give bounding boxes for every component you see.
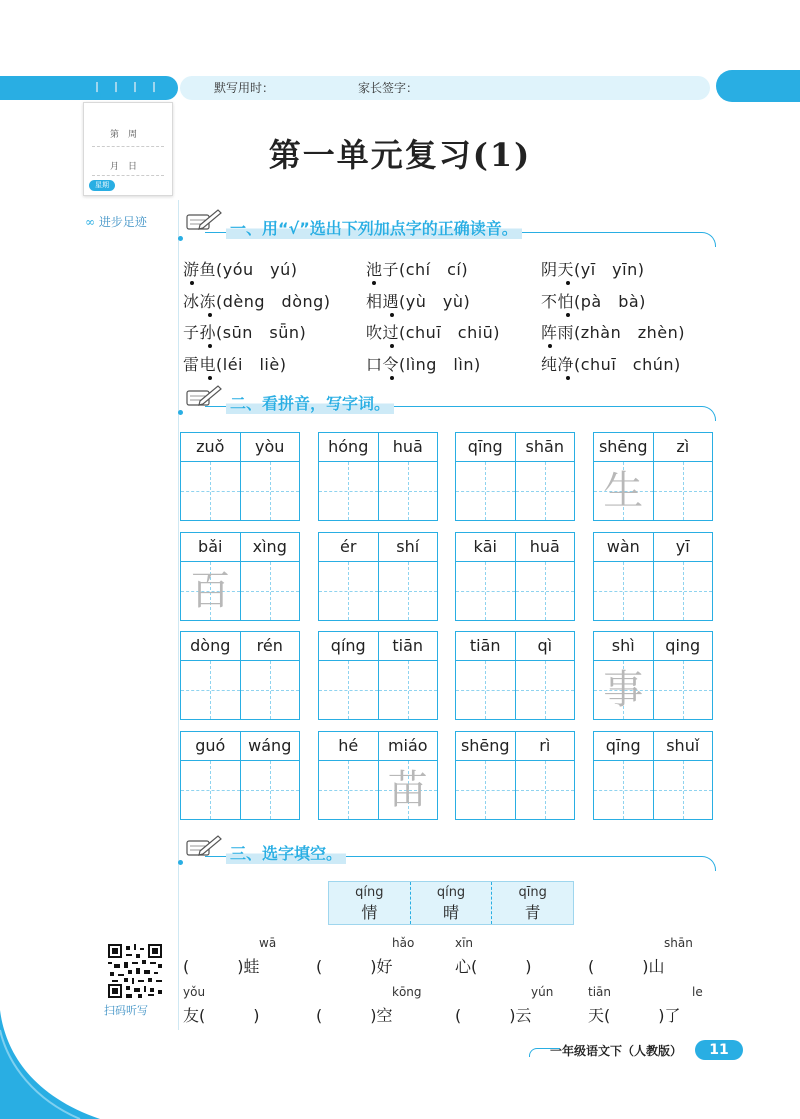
option-char: 情	[361, 903, 378, 922]
pinyin-syllable: qíng	[330, 636, 366, 655]
pinyin-syllable: hé	[338, 736, 359, 755]
tianzige-cell	[318, 432, 438, 521]
guide-line	[270, 661, 271, 719]
tianzige-cell	[593, 532, 713, 621]
time-label: 默写用时：	[214, 81, 275, 95]
binder-ring	[93, 92, 101, 100]
guide-line	[408, 562, 409, 620]
word-item: 子孙(sūn sǖn)	[183, 323, 307, 342]
char-options	[328, 881, 574, 925]
guide-line	[485, 562, 486, 620]
guide-line	[348, 562, 349, 620]
tianzige-cell	[180, 731, 300, 820]
option-pinyin: qíng	[436, 885, 466, 900]
tianzige-cell	[593, 631, 713, 720]
pinyin-row	[181, 732, 299, 761]
writing-square[interactable]	[240, 661, 300, 719]
writing-square[interactable]	[653, 761, 713, 819]
section-dot	[178, 860, 183, 865]
guide-line	[348, 761, 349, 819]
week-label: 第 周	[110, 130, 138, 140]
page-title: 第一单元复习(1)	[268, 136, 532, 174]
emphasis-dot	[566, 281, 570, 285]
fill-blank[interactable]: 天( )了	[588, 1006, 681, 1025]
guide-line	[210, 761, 211, 819]
emphasis-dot	[390, 344, 394, 348]
pinyin-hint: hǎo	[392, 936, 415, 950]
date-label: 月 日	[110, 162, 138, 172]
word-item: 纯净(chuī chún)	[541, 355, 681, 374]
pinyin-row	[319, 632, 437, 661]
header-band-right	[716, 70, 800, 102]
writing-square[interactable]	[319, 462, 378, 520]
guide-line	[683, 462, 684, 520]
writing-square[interactable]	[594, 761, 653, 819]
word-item: 不怕(pà bà)	[541, 292, 646, 311]
pinyin-row	[319, 433, 437, 462]
emphasis-dot	[566, 376, 570, 380]
pinyin-hint: yǒu	[183, 985, 206, 999]
writing-square[interactable]	[515, 562, 575, 620]
pinyin-syllable: shēng	[460, 736, 510, 755]
word-item: 冰冻(dèng dòng)	[183, 292, 331, 311]
tianzige-cell	[455, 631, 575, 720]
pinyin-syllable: yī	[653, 533, 713, 561]
word-item: 阴天(yī yīn)	[541, 260, 645, 279]
pinyin-syllable: guó	[195, 736, 226, 755]
pinyin-hint: yún	[531, 985, 554, 999]
footprint-deco	[85, 213, 147, 230]
pencil-icon	[186, 833, 222, 859]
pinyin-hint: tiān	[588, 985, 611, 999]
pinyin-row	[456, 433, 574, 462]
writing-square[interactable]	[378, 761, 438, 819]
guide-line	[210, 462, 211, 520]
writing-square[interactable]	[456, 462, 515, 520]
pinyin-row	[594, 433, 712, 462]
pinyin-row	[319, 732, 437, 761]
pinyin-syllable: shēng	[598, 437, 648, 456]
option-pinyin: qíng	[355, 885, 384, 900]
tianzige-cell	[318, 532, 438, 621]
tianzige-cell	[318, 731, 438, 820]
word-item: 池子(chí cí)	[366, 260, 469, 279]
word-item: 吹过(chuī chiū)	[366, 323, 501, 342]
writing-square[interactable]	[594, 661, 653, 719]
book-title: 一年级语文下（人教版）	[550, 1044, 683, 1058]
pinyin-row	[456, 732, 574, 761]
qr-code[interactable]	[108, 944, 162, 998]
pinyin-syllable: shí	[378, 533, 438, 561]
pinyin-syllable: qīng	[467, 437, 503, 456]
word-item: 游鱼(yóu yú)	[183, 260, 298, 279]
pinyin-syllable: wáng	[240, 732, 300, 760]
writing-square[interactable]	[594, 562, 653, 620]
binder-ring	[131, 92, 139, 100]
hint-character: 生	[603, 468, 644, 514]
guide-line	[210, 661, 211, 719]
guide-line	[545, 562, 546, 620]
pinyin-syllable: tiān	[378, 632, 438, 660]
writing-square[interactable]	[378, 661, 438, 719]
section2-title: 二、看拼音，写字词。	[226, 391, 394, 414]
corner-wave-decoration	[0, 1010, 100, 1119]
guide-line	[623, 562, 624, 620]
weekday-badge: 星期	[89, 180, 115, 191]
emphasis-dot	[390, 313, 394, 317]
writing-square[interactable]	[319, 661, 378, 719]
writing-square[interactable]	[456, 661, 515, 719]
guide-line	[623, 761, 624, 819]
writing-square[interactable]	[653, 462, 713, 520]
char-option	[491, 882, 573, 924]
option-pinyin: qīng	[518, 885, 547, 900]
guide-line	[683, 761, 684, 819]
char-option	[410, 882, 492, 924]
pinyin-row	[181, 433, 299, 462]
pinyin-row	[181, 533, 299, 562]
pinyin-syllable: zuǒ	[196, 437, 225, 456]
guide-line	[270, 562, 271, 620]
signature-label: 家长签字：	[358, 81, 419, 95]
pinyin-syllable: miáo	[378, 732, 438, 760]
emphasis-dot	[548, 344, 552, 348]
guide-line	[408, 462, 409, 520]
fill-blank[interactable]: ( )山	[588, 957, 665, 976]
writing-square[interactable]	[181, 462, 240, 520]
tianzige-cell	[593, 731, 713, 820]
writing-square[interactable]	[515, 761, 575, 819]
word-item: 雷电(léi liè)	[183, 355, 287, 374]
pinyin-syllable: qing	[653, 632, 713, 660]
writing-square[interactable]	[240, 462, 300, 520]
section-dot	[178, 236, 183, 241]
fill-blank[interactable]: 友( )	[183, 1006, 260, 1025]
pinyin-hint: xīn	[455, 936, 474, 950]
writing-square[interactable]	[240, 562, 300, 620]
word-item: 口令(lìng lìn)	[366, 355, 481, 374]
pinyin-row	[456, 533, 574, 562]
guide-line	[270, 462, 271, 520]
tianzige-cell	[455, 432, 575, 521]
guide-line	[545, 661, 546, 719]
pinyin-hint: wā	[259, 936, 277, 950]
writing-square[interactable]	[319, 761, 378, 819]
pinyin-syllable: rì	[515, 732, 575, 760]
word-item: 相遇(yù yù)	[366, 292, 471, 311]
pinyin-syllable: dòng	[190, 636, 231, 655]
pinyin-syllable: zì	[653, 433, 713, 461]
writing-square[interactable]	[456, 761, 515, 819]
pinyin-syllable: shì	[611, 636, 635, 655]
writing-square[interactable]	[456, 562, 515, 620]
hint-character: 百	[190, 568, 231, 614]
option-char: 晴	[443, 903, 460, 922]
emphasis-dot	[208, 344, 212, 348]
pinyin-syllable: wàn	[606, 537, 640, 556]
qr-label: 扫码听写	[104, 1004, 148, 1017]
guide-line	[683, 562, 684, 620]
writing-square[interactable]	[653, 562, 713, 620]
pinyin-syllable: rén	[240, 632, 300, 660]
guide-line	[348, 462, 349, 520]
emphasis-dot	[566, 313, 570, 317]
hint-character: 事	[603, 667, 644, 713]
guide-line	[485, 661, 486, 719]
writing-square[interactable]	[594, 462, 653, 520]
tianzige-cell	[318, 631, 438, 720]
tianzige-cell	[593, 432, 713, 521]
fill-blank[interactable]: ( )蛙	[183, 957, 260, 976]
pinyin-syllable: yòu	[240, 433, 300, 461]
tianzige-cell	[455, 731, 575, 820]
emphasis-dot	[390, 376, 394, 380]
tianzige-cell	[180, 432, 300, 521]
section3-title: 三、选字填空。	[226, 841, 346, 864]
option-char: 青	[524, 903, 541, 922]
pinyin-syllable: kāi	[473, 537, 497, 556]
writing-square[interactable]	[181, 562, 240, 620]
section1-title: 一、用“√”选出下列加点字的正确读音。	[226, 216, 522, 239]
binder-ring	[150, 92, 158, 100]
deco-text: 进步足迹	[98, 215, 147, 229]
char-option	[329, 882, 410, 924]
page-number: 11	[695, 1040, 743, 1060]
writing-square[interactable]	[653, 661, 713, 719]
pinyin-syllable: bǎi	[198, 537, 223, 556]
emphasis-dot	[208, 313, 212, 317]
writing-square[interactable]	[378, 562, 438, 620]
pinyin-row	[594, 632, 712, 661]
fill-blank[interactable]: 心( )	[455, 957, 532, 976]
pinyin-row	[594, 533, 712, 562]
pinyin-hint: shān	[664, 936, 693, 950]
pinyin-syllable: xìng	[240, 533, 300, 561]
guide-line	[545, 761, 546, 819]
writing-square[interactable]	[319, 562, 378, 620]
pinyin-row	[181, 632, 299, 661]
binder-ring	[112, 92, 120, 100]
emphasis-dot	[372, 281, 376, 285]
tianzige-cell	[180, 532, 300, 621]
section-dot	[178, 410, 183, 415]
pinyin-syllable: shān	[515, 433, 575, 461]
pinyin-syllable: tiān	[469, 636, 501, 655]
pinyin-hint: kōng	[392, 985, 422, 999]
pinyin-syllable: shuǐ	[653, 732, 713, 760]
guide-line	[545, 462, 546, 520]
tianzige-cell	[455, 532, 575, 621]
writing-square[interactable]	[181, 661, 240, 719]
pinyin-row	[456, 632, 574, 661]
guide-line	[683, 661, 684, 719]
guide-line	[485, 761, 486, 819]
pinyin-hint: le	[692, 985, 703, 999]
pinyin-syllable: ér	[340, 537, 357, 556]
pinyin-syllable: huā	[378, 433, 438, 461]
margin-line	[178, 200, 179, 1030]
fill-blank[interactable]: ( )空	[316, 1006, 393, 1025]
guide-line	[485, 462, 486, 520]
guide-line	[348, 661, 349, 719]
fill-blank[interactable]: ( )好	[316, 957, 393, 976]
pencil-icon	[186, 383, 222, 409]
pinyin-syllable: huā	[515, 533, 575, 561]
hint-character: 苗	[387, 767, 428, 813]
pinyin-syllable: qì	[515, 632, 575, 660]
pinyin-syllable: hóng	[328, 437, 369, 456]
writing-square[interactable]	[515, 661, 575, 719]
writing-square[interactable]	[181, 761, 240, 819]
pinyin-syllable: qīng	[605, 736, 641, 755]
writing-square[interactable]	[240, 761, 300, 819]
tianzige-cell	[180, 631, 300, 720]
footprint-icon: ∞	[85, 215, 95, 229]
pinyin-row	[594, 732, 712, 761]
pencil-icon	[186, 207, 222, 233]
guide-line	[408, 661, 409, 719]
guide-line	[270, 761, 271, 819]
emphasis-dot	[208, 376, 212, 380]
writing-square[interactable]	[378, 462, 438, 520]
fill-blank[interactable]: ( )云	[455, 1006, 532, 1025]
writing-square[interactable]	[515, 462, 575, 520]
emphasis-dot	[190, 281, 194, 285]
pinyin-row	[319, 533, 437, 562]
word-item: 阵雨(zhàn zhèn)	[541, 323, 685, 342]
